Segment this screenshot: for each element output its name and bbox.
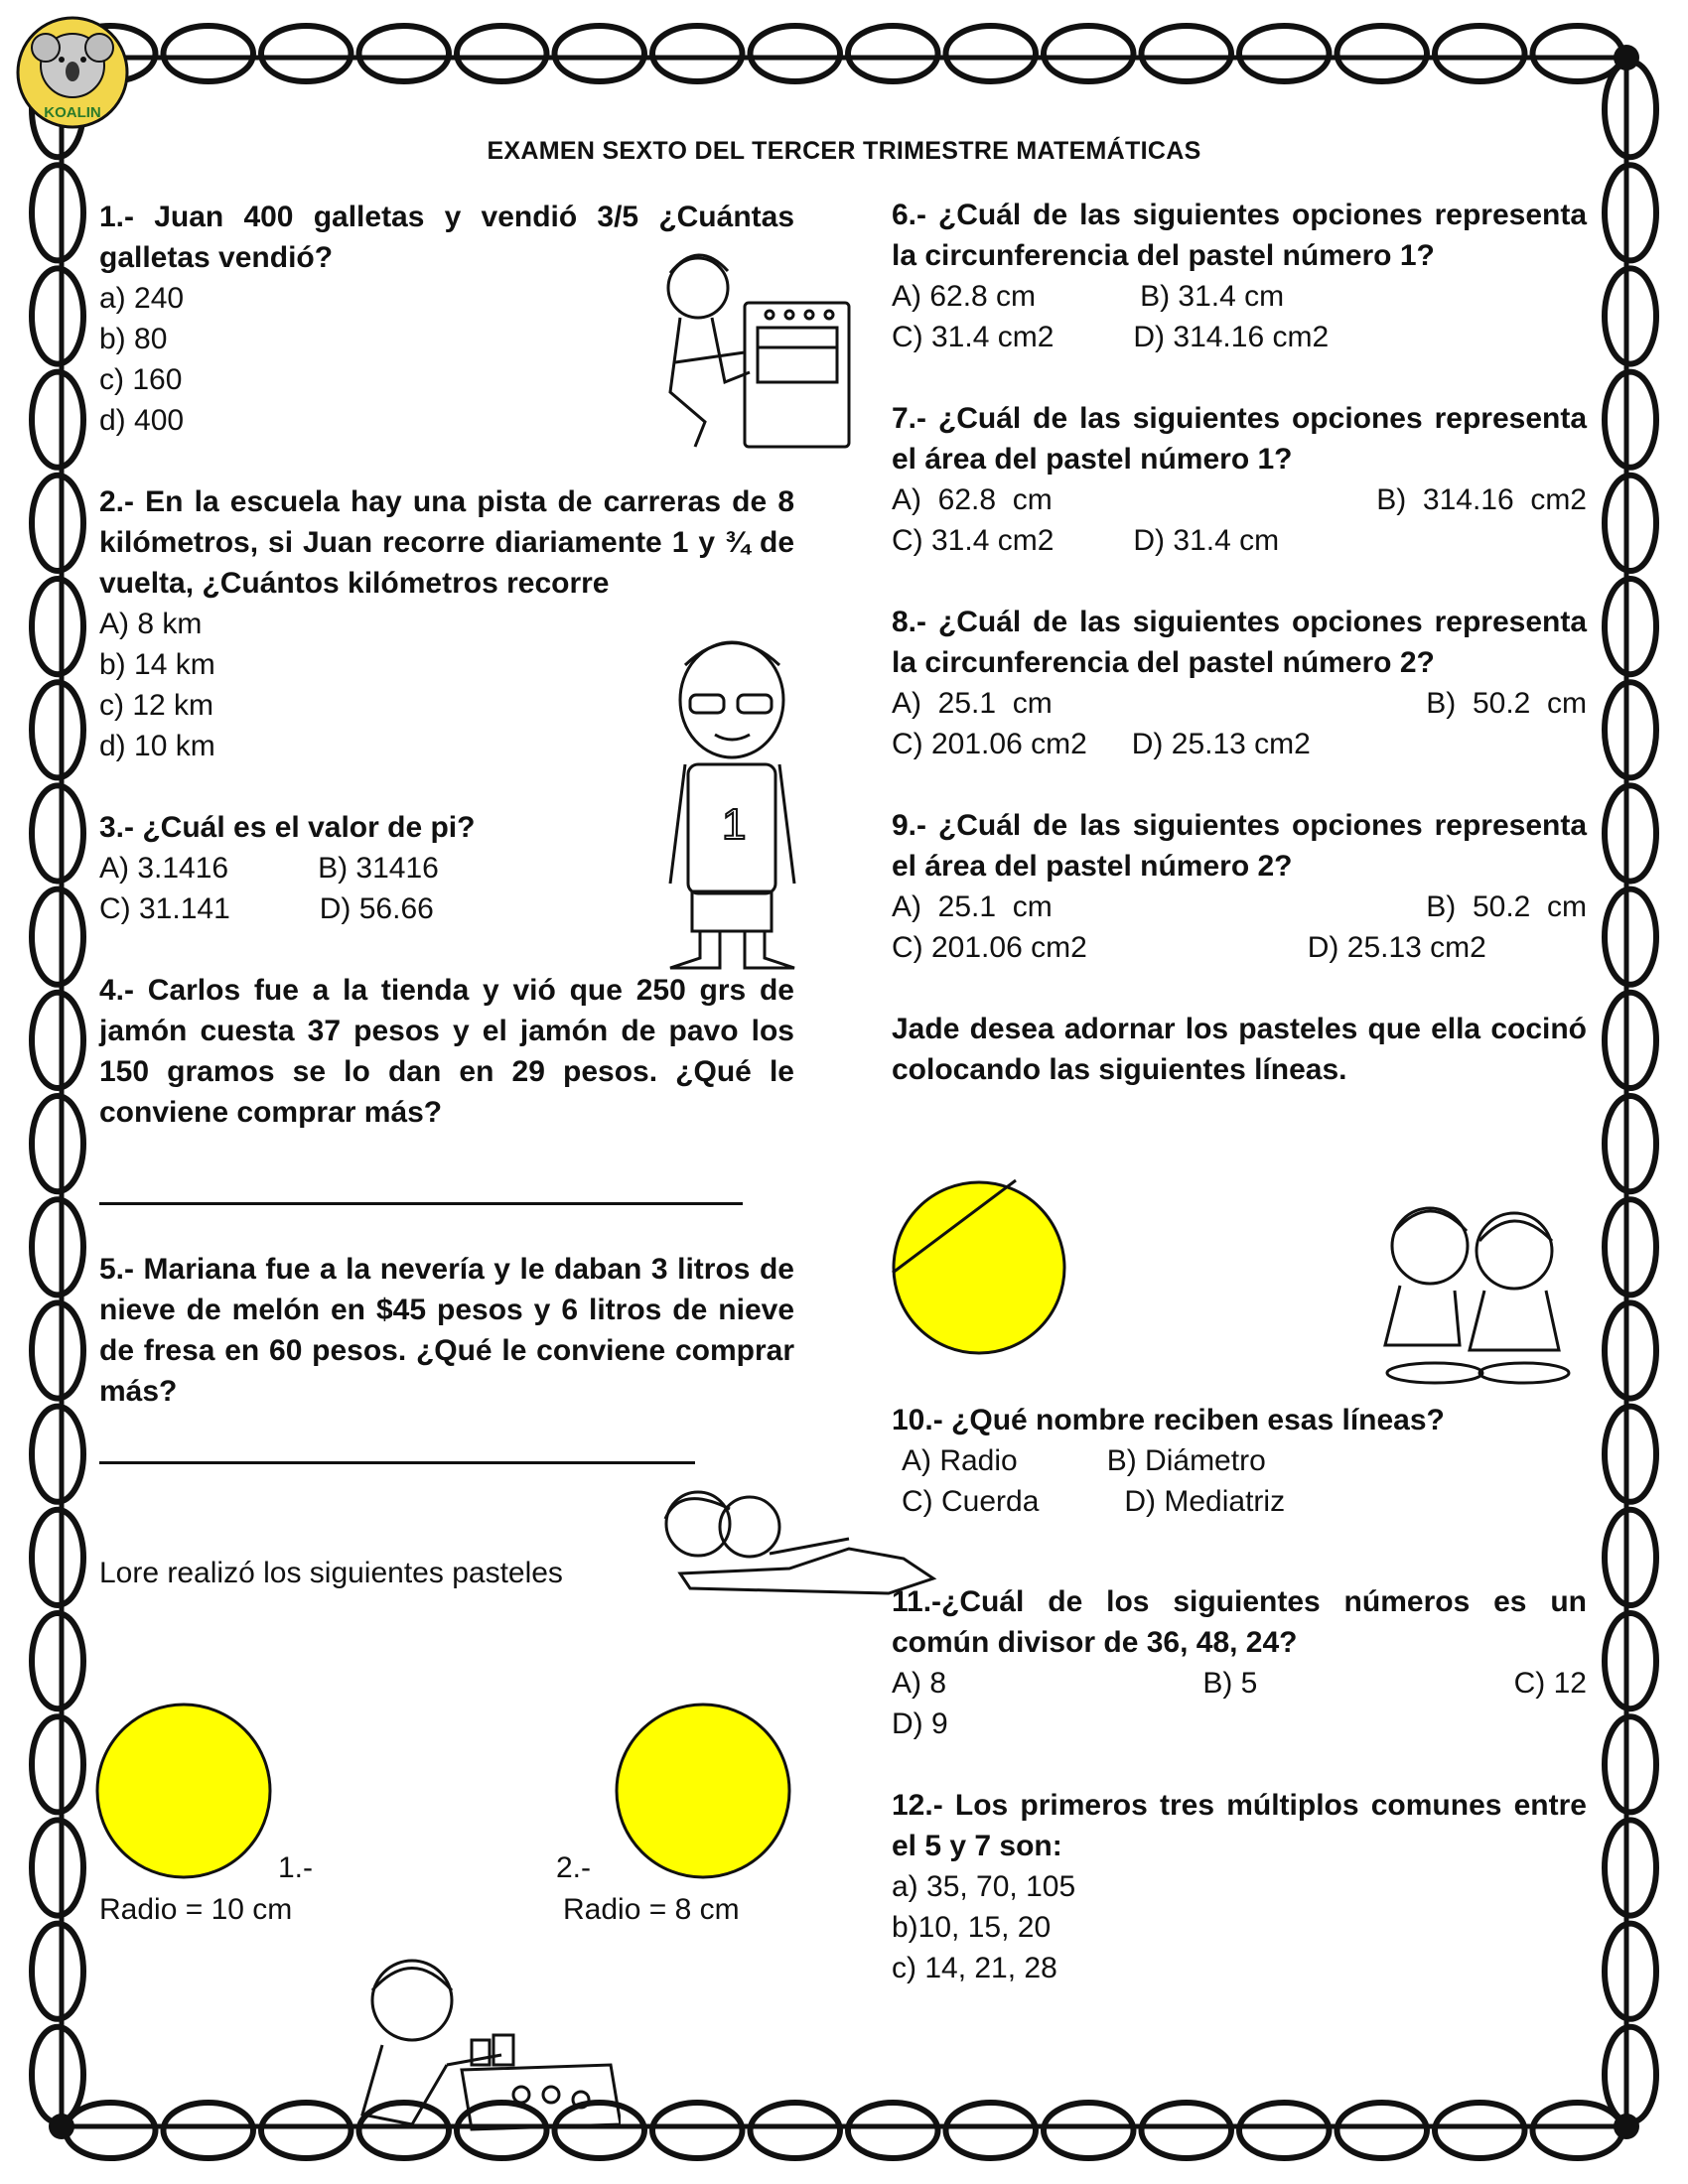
question-1-text: 1.- Juan 400 galletas y vendió 3/5 ¿Cuántas galletas vendió? [99,201,794,274]
cake-2-number: 2.- [556,1851,592,1884]
question-3-option-b: B) 31416 [318,852,439,885]
koalin-logo [14,14,131,131]
svg-text:1: 1 [722,800,747,849]
question-9-option-b: B) 50.2 cm [1426,890,1587,923]
question-11-option-d: D) 9 [892,1707,948,1740]
chord-circle [887,1178,1075,1367]
question-6-option-a: A) 62.8 cm [892,280,1037,313]
question-8 [892,602,1587,764]
question-7-option-b: B) 314.16 cm2 [1376,483,1587,516]
question-1-option-d: d) 400 [99,404,185,437]
question-1-option-c: c) 160 [99,363,183,396]
question-10-option-d: D) Mediatriz [1124,1485,1286,1518]
decoration-instructions-text: Jade desea adornar los pasteles que ella cocinó colocando las siguientes líneas. [892,1013,1587,1086]
question-11-text: 11.-¿Cuál de los siguientes números es un común divisor de 36, 48, 24? [892,1585,1587,1659]
question-5-answer-line[interactable] [99,1461,695,1464]
question-4-answer-line[interactable] [99,1202,743,1205]
kids-eating-illustration [1375,1196,1584,1390]
question-12 [892,1785,1587,1988]
question-6-option-c: C) 31.4 cm2 [892,321,1055,353]
question-12-option-b: b)10, 15, 20 [892,1911,1052,1944]
question-6-option-d: D) 314.16 cm2 [1133,321,1330,353]
decoration-instructions [892,1009,1587,1090]
question-6-text: 6.- ¿Cuál de las siguientes opciones representa la circunferencia del pastel número 1? [892,199,1587,272]
question-11 [892,1581,1587,1744]
boy-standing-illustration [650,625,809,978]
question-1-option-a: a) 240 [99,282,185,315]
question-9 [892,805,1587,968]
question-9-options-row-2 [892,927,1587,968]
question-2-option-a: A) 8 km [99,608,203,640]
question-2-text: 2.- En la escuela hay una pista de carreras de 8 kilómetros, si Juan recorre diariamente 1 y ¾ de vuelta, ¿Cuántos kilómetros recorre [99,485,794,600]
question-8-option-d: D) 25.13 cm2 [1131,728,1311,760]
question-9-option-c: C) 201.06 cm2 [892,931,1087,964]
question-7 [892,398,1587,561]
question-7-options-row-2 [892,520,1587,561]
question-5 [99,1249,794,1464]
question-7-text: 7.- ¿Cuál de las siguientes opciones representa el área del pastel número 1? [892,402,1587,476]
question-11-options-row-1 [892,1663,1587,1704]
cake-1-number: 1.- [278,1851,314,1884]
question-6-options-row-1 [892,276,1587,317]
question-1-option-b: b) 80 [99,323,168,355]
page-title: EXAMEN SEXTO DEL TERCER TRIMESTRE MATEMÁTICAS [487,137,1201,165]
child-with-tray-illustration [352,1946,621,2144]
question-11-option-b: B) 5 [1202,1667,1258,1700]
question-7-option-a: A) 62.8 cm [892,483,1053,516]
question-10-option-c: C) Cuerda [902,1485,1040,1518]
question-10 [892,1400,1587,1522]
question-8-option-b: B) 50.2 cm [1426,687,1587,720]
question-2-option-c: c) 12 km [99,689,214,722]
right-column-lower [892,1400,1587,2029]
question-6-options-row-2 [892,317,1587,357]
question-2-option-b: b) 14 km [99,648,215,681]
question-5-text: 5.- Mariana fue a la nevería y le daban 3 litros de nieve de melón en $45 pesos y 6 litros de nieve de fresa en 60 pesos. ¿Qué le conviene comprar más? [99,1253,794,1408]
question-10-option-a: A) Radio [902,1444,1018,1477]
question-8-text: 8.- ¿Cuál de las siguientes opciones representa la circunferencia del pastel número 2? [892,606,1587,679]
question-11-option-a: A) 8 [892,1667,947,1700]
question-12-option-c: c) 14, 21, 28 [892,1952,1057,1984]
question-8-option-c: C) 201.06 cm2 [892,728,1087,760]
question-11-option-c: C) 12 [1513,1667,1587,1700]
question-6 [892,195,1587,357]
question-3-option-d: D) 56.66 [319,892,434,925]
right-column [892,195,1587,1131]
question-3-option-a: A) 3.1416 [99,852,229,885]
question-3-text: 3.- ¿Cuál es el valor de pi? [99,811,476,844]
question-8-option-a: A) 25.1 cm [892,687,1053,720]
question-10-options-row-2 [892,1481,1587,1522]
question-9-options-row-1 [892,887,1587,927]
question-4 [99,970,794,1205]
question-9-option-d: D) 25.13 cm2 [1307,931,1486,964]
svg-text:KOALIN: KOALIN [44,104,101,121]
cakes-intro: Lore realizó los siguientes pasteles [99,1557,563,1589]
question-2-option-d: d) 10 km [99,730,215,762]
cake-2-radius: Radio = 8 cm [563,1893,740,1926]
question-8-options-row-2 [892,724,1587,764]
kids-lying-illustration [650,1479,943,1598]
cake-1-circle [95,1703,284,1891]
question-10-option-b: B) Diámetro [1106,1444,1266,1477]
question-3-options-row-1 [99,848,477,888]
question-4-text: 4.- Carlos fue a la tienda y vió que 250 grs de jamón cuesta 37 pesos y el jamón de pavo los 150 gramos se lo dan en 29 pesos. ¿Qué le conviene comprar más? [99,974,794,1129]
question-12-option-a: a) 35, 70, 105 [892,1870,1076,1903]
question-10-text: 10.- ¿Qué nombre reciben esas líneas? [892,1404,1445,1436]
question-7-options-row-1 [892,479,1587,520]
question-7-option-c: C) 31.4 cm2 [892,524,1055,557]
question-10-options-row-1 [892,1440,1587,1481]
cake-2-circle [612,1703,800,1891]
question-8-options-row-1 [892,683,1587,724]
question-12-text: 12.- Los primeros tres múltiplos comunes entre el 5 y 7 son: [892,1789,1587,1862]
question-9-option-a: A) 25.1 cm [892,890,1053,923]
question-7-option-d: D) 31.4 cm [1133,524,1280,557]
question-6-option-b: B) 31.4 cm [1140,280,1285,313]
boy-with-oven-illustration [650,233,864,457]
cake-1-radius: Radio = 10 cm [99,1893,293,1926]
question-3-option-c: C) 31.141 [99,892,230,925]
question-9-text: 9.- ¿Cuál de las siguientes opciones representa el área del pastel número 2? [892,809,1587,883]
